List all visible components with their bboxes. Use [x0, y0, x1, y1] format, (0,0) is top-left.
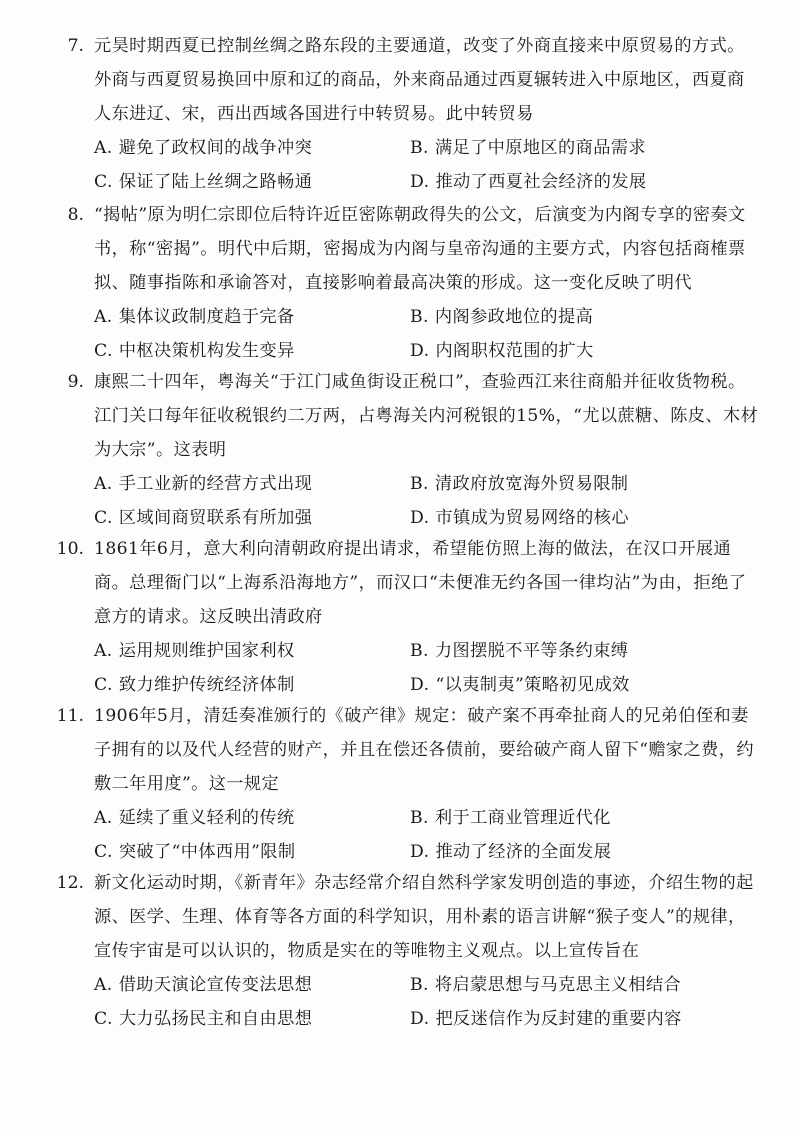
- question-stem: 元昊时期西夏已控制丝绸之路东段的主要通道，改变了外商直接来中原贸易的方式。外商与西夏贸易换回中原和辽的商品，外来商品通过西夏辗转进入中原地区，西夏商人东进辽、宋，西出西域各国进行中转贸易。此中转贸易: [94, 36, 745, 124]
- option-a: [94, 131, 312, 165]
- question-number: 11.: [56, 706, 84, 726]
- option-letter: D.: [410, 842, 430, 862]
- question-stem: 1861年6月，意大利向清朝政府提出请求，希望能仿照上海的做法，在汉口开展通商。总理衙门以“上海系沿海地方”，而汉口“未便准无约各国一律均沾”为由，拒绝了意方的请求。这反映出清政府: [94, 539, 747, 627]
- answer-options: [94, 634, 760, 702]
- option-text: 集体议政制度趋于完备: [118, 307, 295, 327]
- option-d: [410, 334, 594, 368]
- option-text: 内阁职权范围的扩大: [435, 341, 594, 361]
- option-b: [410, 801, 611, 835]
- option-letter: A.: [94, 641, 113, 661]
- option-letter: B.: [410, 138, 429, 158]
- question-stem: “揭帖”原为明仁宗即位后特许近臣密陈朝政得失的公文，后演变为内阁专享的密奏文书，称“密揭”。明代中后期，密揭成为内阁与皇帝沟通的主要方式，内容包括商榷票拟、随事指陈和承谕答对，直接影响着最高决策的形成。这一变化反映了明代: [94, 205, 746, 293]
- option-text: 将启蒙思想与马克思主义相结合: [434, 975, 682, 995]
- option-a: [94, 634, 295, 668]
- question-12: [0, 866, 800, 1036]
- option-text: 突破了“中体西用”限制: [118, 842, 296, 862]
- option-d: [410, 668, 630, 702]
- option-text: 内阁参政地位的提高: [434, 307, 594, 327]
- option-c: [94, 165, 312, 199]
- option-letter: C.: [94, 842, 113, 862]
- option-letter: D.: [410, 172, 430, 192]
- answer-options: [94, 300, 760, 368]
- option-letter: C.: [94, 675, 113, 695]
- option-letter: D.: [410, 508, 430, 528]
- option-letter: B.: [410, 307, 429, 327]
- question-number: 7.: [67, 36, 84, 56]
- option-b: [410, 300, 593, 334]
- option-letter: A.: [94, 307, 113, 327]
- option-text: 避免了政权间的战争冲突: [118, 138, 313, 158]
- option-text: 延续了重义轻利的传统: [118, 808, 295, 828]
- option-c: [94, 1002, 312, 1036]
- option-c: [94, 835, 295, 869]
- option-letter: C.: [94, 1009, 113, 1029]
- option-letter: C.: [94, 172, 113, 192]
- question-9: [0, 365, 800, 535]
- option-text: 推动了经济的全面发展: [435, 842, 612, 862]
- option-letter: B.: [410, 808, 429, 828]
- option-letter: B.: [410, 474, 429, 494]
- option-letter: D.: [410, 1009, 430, 1029]
- option-d: [410, 501, 629, 535]
- option-a: [94, 968, 312, 1002]
- option-letter: D.: [410, 341, 430, 361]
- question-number: 9.: [67, 372, 84, 392]
- option-c: [94, 501, 312, 535]
- option-text: 市镇成为贸易网络的核心: [435, 508, 629, 528]
- question-number: 10.: [56, 539, 84, 559]
- option-text: 借助天演论宣传变法思想: [118, 975, 313, 995]
- option-d: [410, 1002, 682, 1036]
- question-number: 8.: [67, 205, 84, 225]
- answer-options: [94, 968, 760, 1036]
- option-text: “以夷制夷”策略初见成效: [435, 675, 630, 695]
- option-text: 保证了陆上丝绸之路畅通: [118, 172, 313, 192]
- option-text: 致力维护传统经济体制: [118, 675, 295, 695]
- option-c: [94, 668, 295, 702]
- question-stem: 1906年5月，清廷奏准颁行的《破产律》规定：破产案不再牵扯商人的兄弟伯侄和妻子拥有的以及代人经营的财产，并且在偿还各债前，要给破产商人留下“赡家之费，约敷二年用度”。这一规定: [94, 706, 754, 794]
- option-letter: B.: [410, 641, 429, 661]
- option-text: 把反迷信作为反封建的重要内容: [435, 1009, 682, 1029]
- option-text: 运用规则维护国家利权: [118, 641, 295, 661]
- option-letter: A.: [94, 808, 113, 828]
- option-letter: A.: [94, 138, 113, 158]
- option-letter: D.: [410, 675, 430, 695]
- answer-options: [94, 801, 760, 869]
- option-text: 大力弘扬民主和自由思想: [118, 1009, 313, 1029]
- option-letter: A.: [94, 975, 113, 995]
- option-letter: C.: [94, 508, 113, 528]
- question-10: [0, 532, 800, 702]
- option-text: 清政府放宽海外贸易限制: [434, 474, 629, 494]
- question-number: 12.: [56, 873, 84, 893]
- option-d: [410, 165, 647, 199]
- option-text: 手工业新的经营方式出现: [118, 474, 313, 494]
- option-d: [410, 835, 611, 869]
- question-11: [0, 699, 800, 869]
- option-text: 满足了中原地区的商品需求: [434, 138, 646, 158]
- question-7: [0, 29, 800, 199]
- option-c: [94, 334, 295, 368]
- option-letter: A.: [94, 474, 113, 494]
- option-a: [94, 467, 312, 501]
- option-text: 区域间商贸联系有所加强: [118, 508, 313, 528]
- option-b: [410, 467, 628, 501]
- answer-options: [94, 467, 760, 535]
- option-b: [410, 634, 628, 668]
- option-text: 中枢决策机构发生变异: [118, 341, 295, 361]
- option-b: [410, 968, 681, 1002]
- option-text: 力图摆脱不平等条约束缚: [434, 641, 629, 661]
- option-a: [94, 300, 295, 334]
- question-stem: 康熙二十四年，粤海关“于江门咸鱼街设正税口”，查验西江来往商船并征收货物税。江门关口每年征收税银约二万两，占粤海关内河税银的15%，“尤以蔗糖、陈皮、木材为大宗”。这表明: [94, 372, 759, 460]
- question-stem: 新文化运动时期，《新青年》杂志经常介绍自然科学家发明创造的事迹，介绍生物的起源、医学、生理、体育等各方面的科学知识，用朴素的语言讲解“猴子变人”的规律，宣传宇宙是可以认识的，物质是实在的等唯物主义观点。以上宣传旨在: [94, 873, 754, 961]
- option-b: [410, 131, 646, 165]
- option-text: 推动了西夏社会经济的发展: [435, 172, 647, 192]
- option-letter: B.: [410, 975, 429, 995]
- option-text: 利于工商业管理近代化: [434, 808, 611, 828]
- answer-options: [94, 131, 760, 199]
- question-8: [0, 198, 800, 368]
- option-letter: C.: [94, 341, 113, 361]
- option-a: [94, 801, 295, 835]
